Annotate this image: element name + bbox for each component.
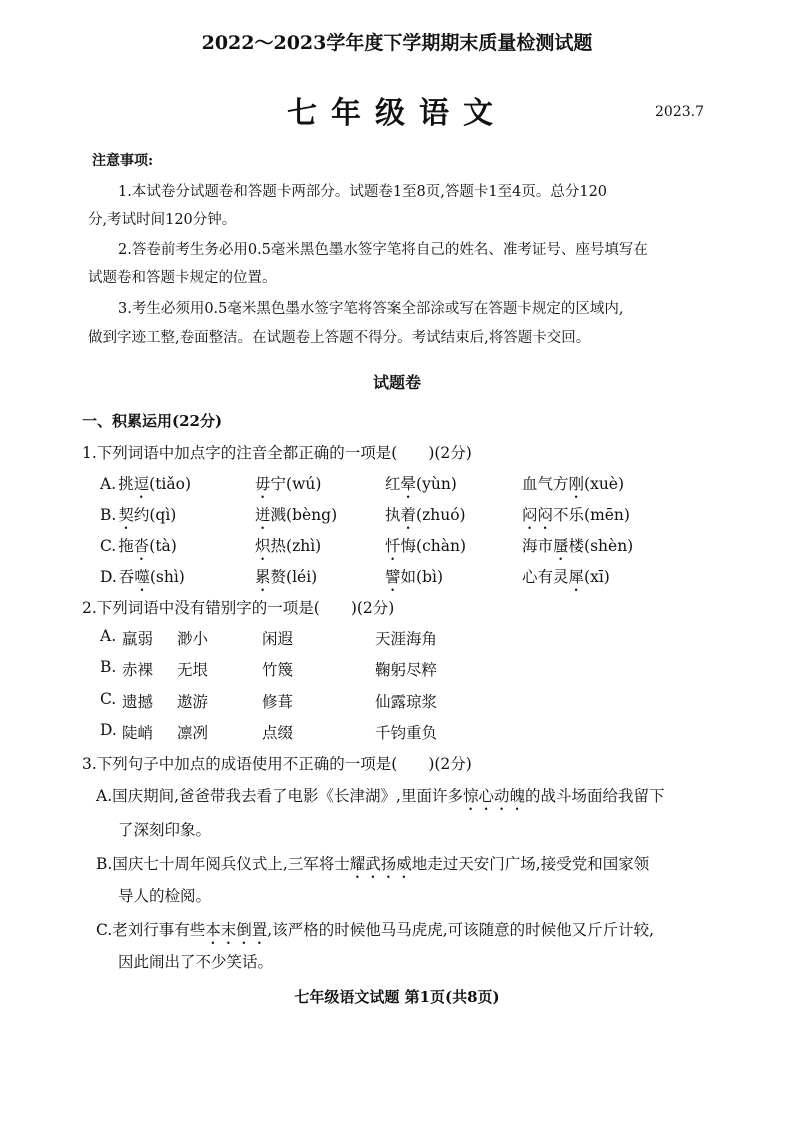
q2-option-word: 遗撼 bbox=[122, 693, 154, 711]
notice-line: 试题卷和答题卡规定的位置。 bbox=[88, 270, 277, 286]
part-heading: 一、积累运用(22分) bbox=[82, 412, 223, 430]
question-3-option-b-cont: 导人的检阅。 bbox=[118, 887, 212, 905]
q1-option-item: 海市蜃楼(shèn) bbox=[522, 537, 634, 555]
q2-option-word: 仙露琼浆 bbox=[375, 693, 438, 711]
question-3-option-b: B.国庆七十周年阅兵仪式上,三军将士耀武扬威地走过天安门广场,接受党和国家领 bbox=[96, 855, 650, 873]
exam-title: 2022～2023学年度下学期期末质量检测试题 bbox=[201, 32, 593, 54]
q1-option-item: 毋宁(wú) bbox=[255, 475, 322, 493]
q1-option-item: 红晕(yùn) bbox=[385, 475, 457, 493]
subject-title: 七年级语文 bbox=[287, 96, 507, 131]
q2-option-word: 渺小 bbox=[177, 630, 209, 648]
q1-option-item: 炽热(zhì) bbox=[255, 537, 322, 555]
q1-option-item: 譬如(bì) bbox=[385, 568, 443, 586]
q2-option-word: 点缀 bbox=[262, 724, 294, 742]
q2-option-word: 陡峭 bbox=[122, 724, 154, 742]
q1-option-item: A. 挑逗(tiǎo) bbox=[100, 475, 192, 493]
question-3-stem: 3.下列句子中加点的成语使用不正确的一项是( )(2分) bbox=[82, 755, 472, 773]
q2-option-word: 竹篾 bbox=[262, 661, 294, 679]
question-3-option-c-cont: 因此闹出了不少笑话。 bbox=[118, 953, 274, 971]
q2-option-label: D. bbox=[100, 721, 117, 739]
q2-option-word: 修葺 bbox=[262, 693, 294, 711]
page-footer: 七年级语文试题 第1页(共8页) bbox=[294, 988, 500, 1006]
q2-option-word: 遨游 bbox=[177, 693, 209, 711]
q2-option-label: A. bbox=[100, 627, 117, 645]
question-3-option-c: C.老刘行事有些本末倒置,该严格的时候他马马虎虎,可该随意的时候他又斤斤计较, bbox=[96, 921, 655, 939]
q1-option-item: 心有灵犀(xī) bbox=[522, 568, 610, 586]
q1-option-item: 闷闷不乐(mēn) bbox=[522, 506, 630, 524]
q1-option-item: 累赘(léi) bbox=[255, 568, 318, 586]
q2-option-word: 凛冽 bbox=[177, 724, 209, 742]
section-title: 试题卷 bbox=[372, 373, 421, 392]
q1-option-item: B. 契约(qì) bbox=[100, 506, 177, 524]
q2-option-word: 赤裸 bbox=[122, 661, 154, 679]
q1-option-item: 迸溅(bèng) bbox=[255, 506, 338, 524]
exam-date: 2023.7 bbox=[655, 104, 704, 120]
q2-option-word: 鞠躬尽粹 bbox=[375, 661, 438, 679]
q2-option-word: 无垠 bbox=[177, 661, 209, 679]
notice-line: 3.考生必须用0.5毫米黑色墨水签字笔将答案全部涂或写在答题卡规定的区域内, bbox=[118, 301, 624, 317]
question-2-stem: 2.下列词语中没有错别字的一项是( )(2分) bbox=[82, 599, 395, 617]
q2-option-word: 闲遐 bbox=[262, 630, 294, 648]
q2-option-word: 天涯海角 bbox=[375, 630, 438, 648]
notice-line: 2.答卷前考生务必用0.5毫米黑色墨水签字笔将自己的姓名、准考证号、座号填写在 bbox=[118, 242, 648, 258]
q1-option-item: 执着(zhuó) bbox=[385, 506, 466, 524]
notice-line: 分,考试时间120分钟。 bbox=[88, 212, 237, 228]
question-3-option-a-cont: 了深刻印象。 bbox=[118, 821, 212, 839]
q1-option-item: C. 拖沓(tà) bbox=[100, 537, 177, 555]
q1-option-item: 忏悔(chàn) bbox=[385, 537, 466, 555]
question-3-option-a: A.国庆期间,爸爸带我去看了电影《长津湖》,里面许多惊心动魄的战斗场面给我留下 bbox=[96, 787, 665, 805]
notice-line: 做到字迹工整,卷面整洁。在试题卷上答题不得分。考试结束后,将答题卡交回。 bbox=[88, 330, 591, 346]
notice-line: 1.本试卷分试题卷和答题卡两部分。试题卷1至8页,答题卡1至4页。总分120 bbox=[118, 184, 608, 200]
q2-option-word: 羸弱 bbox=[122, 630, 154, 648]
notice-heading: 注意事项: bbox=[92, 153, 154, 169]
q2-option-label: C. bbox=[100, 690, 117, 708]
q1-option-item: 血气方刚(xuè) bbox=[522, 475, 625, 493]
q2-option-word: 千钧重负 bbox=[375, 724, 438, 742]
question-1-stem: 1.下列词语中加点字的注音全都正确的一项是( )(2分) bbox=[82, 444, 472, 462]
q2-option-label: B. bbox=[100, 658, 117, 676]
q1-option-item: D. 吞噬(shì) bbox=[100, 568, 185, 586]
